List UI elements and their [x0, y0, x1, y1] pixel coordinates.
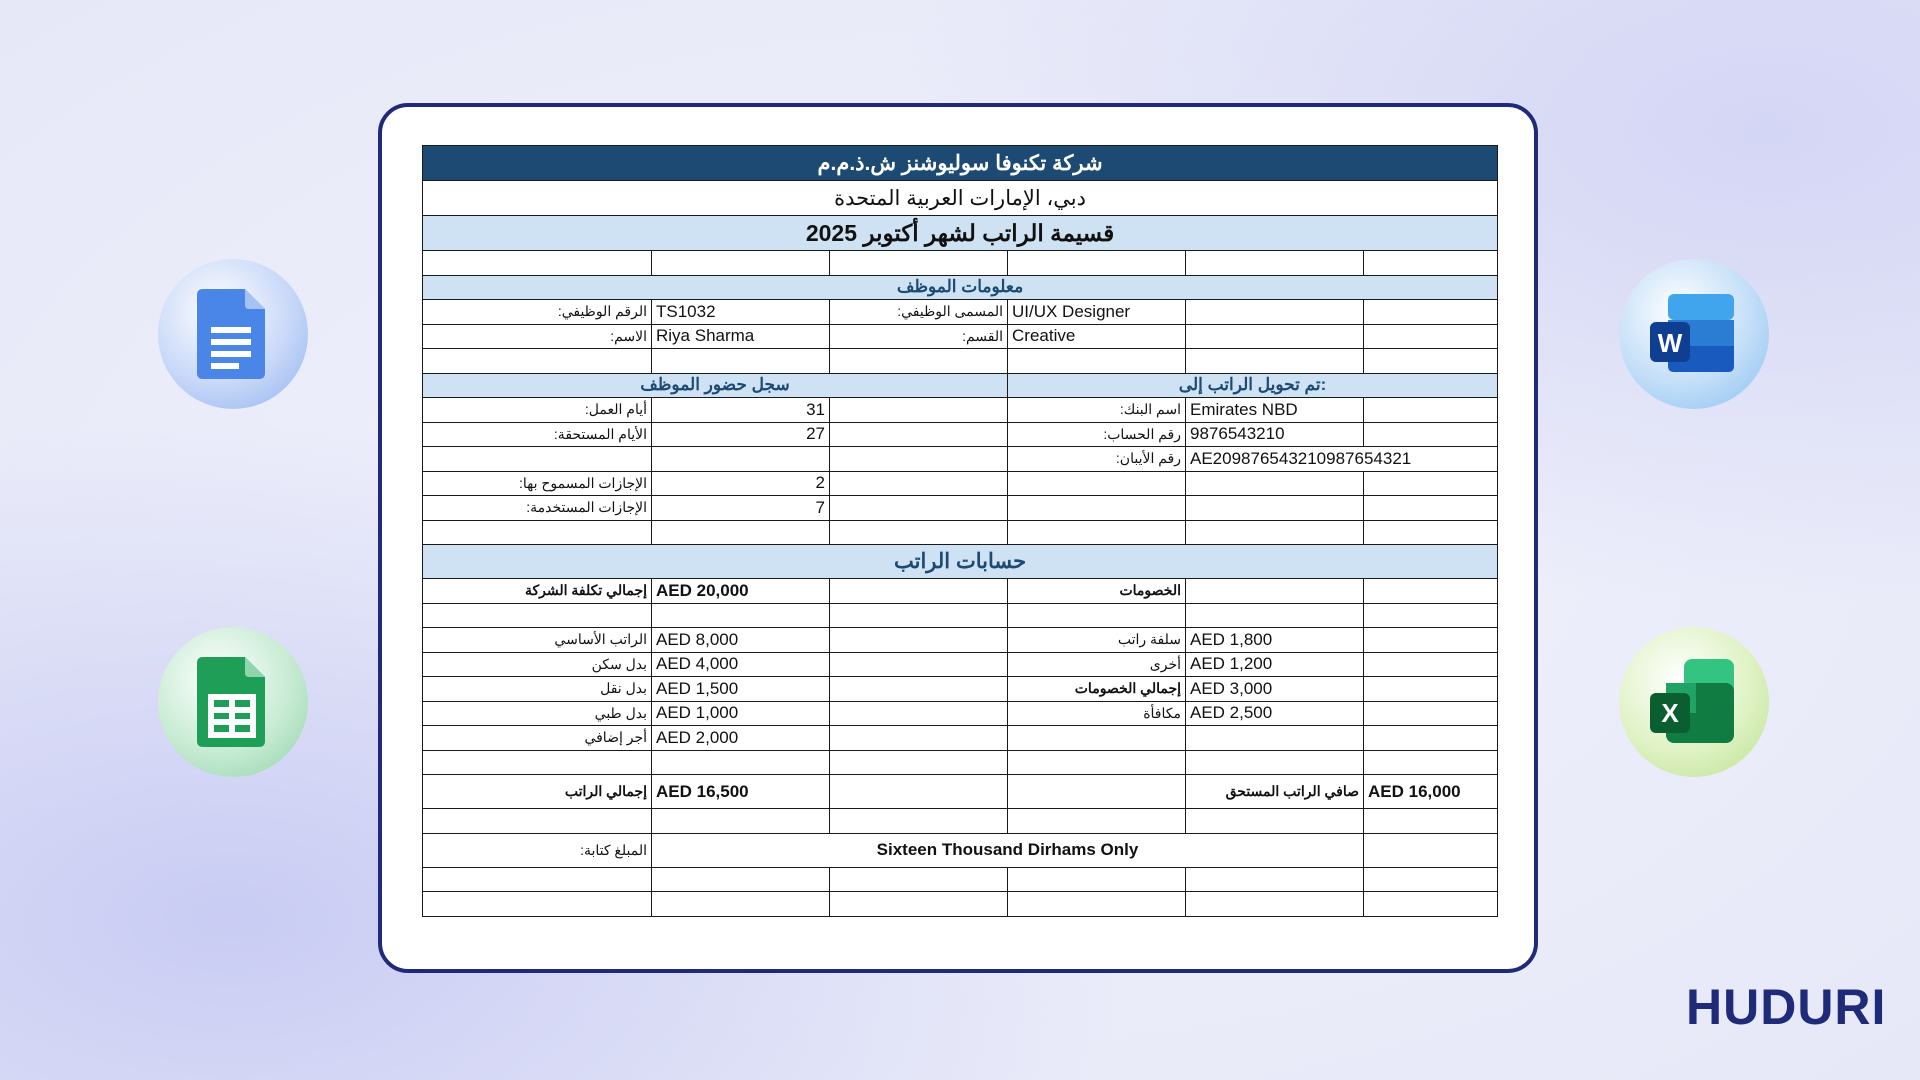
medical-allowance-label: بدل طبي — [423, 701, 652, 726]
bonus-label: مكافأة — [1008, 701, 1186, 726]
employee-id-label: الرقم الوظيفي: — [423, 300, 652, 325]
company-name: شركة تكنوفا سوليوشنز ش.ذ.م.م — [423, 146, 1498, 181]
overtime-value: AED 2,000 — [652, 726, 830, 751]
medical-allowance-value: AED 1,000 — [652, 701, 830, 726]
due-days-value: 27 — [652, 422, 830, 447]
job-title-value: UI/UX Designer — [1008, 300, 1186, 325]
gross-salary-value: AED 16,500 — [652, 775, 830, 809]
department-value: Creative — [1008, 324, 1186, 349]
workdays-value: 31 — [652, 398, 830, 423]
allowed-leave-label: الإجازات المسموح بها: — [423, 471, 652, 496]
employee-id-value: TS1032 — [652, 300, 830, 325]
used-leave-value: 7 — [652, 496, 830, 521]
svg-text:W: W — [1657, 328, 1683, 358]
svg-text:X: X — [1661, 698, 1679, 728]
amount-in-words-value: Sixteen Thousand Dirhams Only — [652, 833, 1364, 867]
allowed-leave-value: 2 — [652, 471, 830, 496]
transfer-heading: تم تحويل الراتب إلى: — [1008, 373, 1498, 398]
transport-allowance-label: بدل نقل — [423, 677, 652, 702]
employee-name-value: Riya Sharma — [652, 324, 830, 349]
amount-in-words-label: المبلغ كتابة: — [423, 833, 652, 867]
google-docs-icon[interactable] — [158, 259, 308, 409]
employee-name-label: الاسم: — [423, 324, 652, 349]
basic-salary-value: AED 8,000 — [652, 628, 830, 653]
ctc-value: AED 20,000 — [652, 579, 830, 604]
payslip-sheet — [422, 145, 1498, 917]
bonus-value: AED 2,500 — [1186, 701, 1364, 726]
company-location: دبي، الإمارات العربية المتحدة — [423, 181, 1498, 216]
due-days-label: الأيام المستحقة: — [423, 422, 652, 447]
google-sheets-icon[interactable] — [158, 627, 308, 777]
account-number-value: 9876543210 — [1186, 422, 1364, 447]
salary-heading: حسابات الراتب — [423, 545, 1498, 579]
transport-allowance-value: AED 1,500 — [652, 677, 830, 702]
other-deductions-label: أخرى — [1008, 652, 1186, 677]
deductions-label: الخصومات — [1008, 579, 1186, 604]
account-number-label: رقم الحساب: — [1008, 422, 1186, 447]
overtime-label: أجر إضافي — [423, 726, 652, 751]
total-deductions-value: AED 3,000 — [1186, 677, 1364, 702]
used-leave-label: الإجازات المستخدمة: — [423, 496, 652, 521]
housing-allowance-value: AED 4,000 — [652, 652, 830, 677]
bank-name-label: اسم البنك: — [1008, 398, 1186, 423]
salary-advance-value: AED 1,800 — [1186, 628, 1364, 653]
employee-info-heading: معلومات الموظف — [423, 275, 1498, 300]
basic-salary-label: الراتب الأساسي — [423, 628, 652, 653]
workdays-label: أيام العمل: — [423, 398, 652, 423]
iban-value: AE209876543210987654321 — [1186, 447, 1498, 472]
total-deductions-label: إجمالي الخصومات — [1008, 677, 1186, 702]
attendance-heading: سجل حضور الموظف — [423, 373, 1008, 398]
net-salary-value: AED 16,000 — [1364, 775, 1498, 809]
gross-salary-label: إجمالي الراتب — [423, 775, 652, 809]
microsoft-word-icon[interactable] — [1619, 259, 1769, 409]
net-salary-label: صافي الراتب المستحق — [1186, 775, 1364, 809]
ctc-label: إجمالي تكلفة الشركة — [423, 579, 652, 604]
job-title-label: المسمى الوظيفي: — [830, 300, 1008, 325]
bank-name-value: Emirates NBD — [1186, 398, 1364, 423]
brand-logo: HUDURI — [1686, 979, 1887, 1035]
housing-allowance-label: بدل سكن — [423, 652, 652, 677]
department-label: القسم: — [830, 324, 1008, 349]
other-deductions-value: AED 1,200 — [1186, 652, 1364, 677]
iban-label: رقم الأيبان: — [1008, 447, 1186, 472]
payslip-title: قسيمة الراتب لشهر أكتوبر 2025 — [423, 216, 1498, 251]
salary-advance-label: سلفة راتب — [1008, 628, 1186, 653]
microsoft-excel-icon[interactable] — [1619, 627, 1769, 777]
